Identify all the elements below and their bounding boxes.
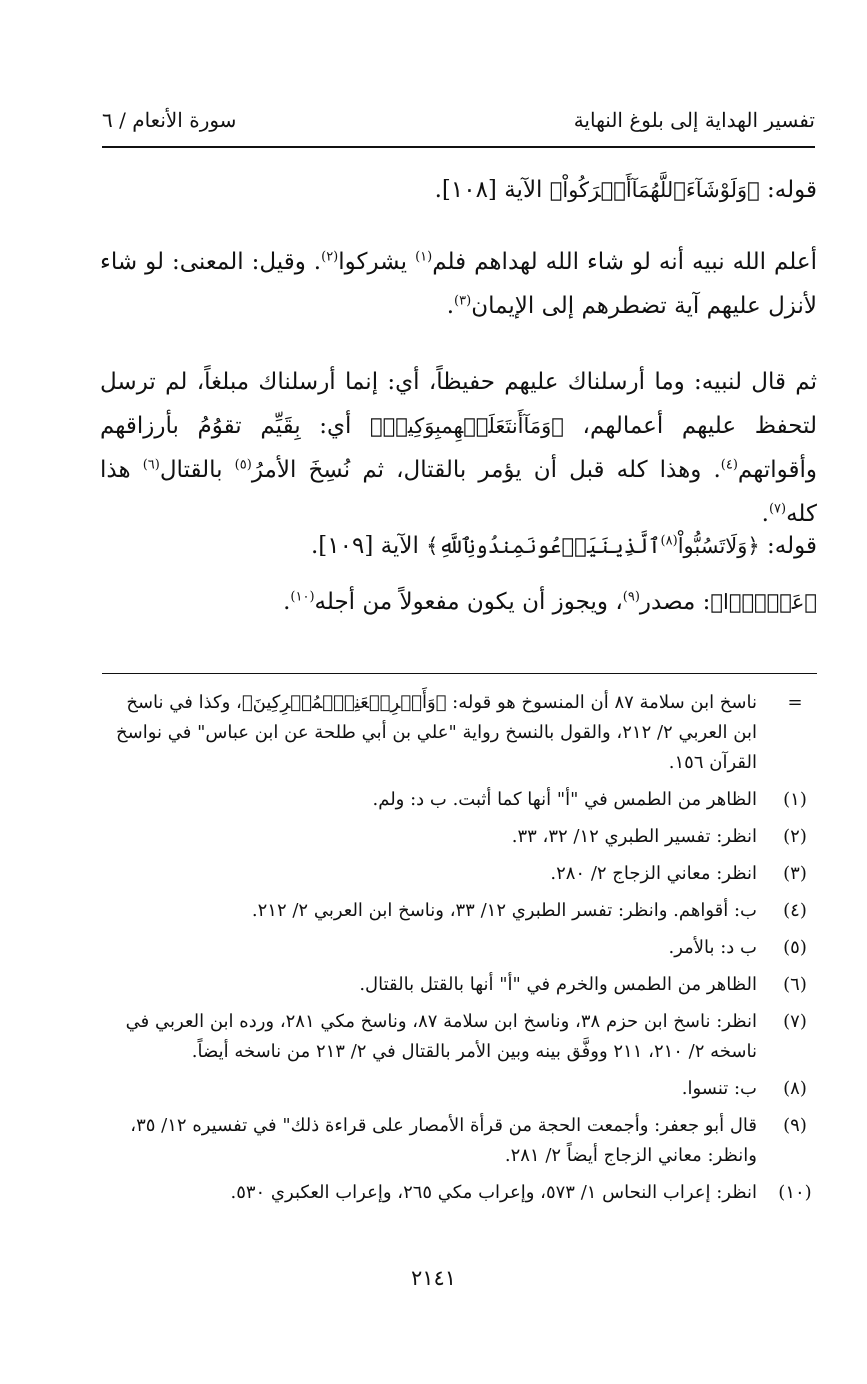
text-segment: يشركوا xyxy=(338,249,416,275)
footnote-3 xyxy=(102,859,817,889)
footnote-6 xyxy=(102,970,817,1000)
footnotes xyxy=(102,688,817,1215)
footnote-rule xyxy=(102,673,817,674)
page-number: ٢١٤١ xyxy=(410,1266,457,1290)
text-segment: . xyxy=(761,501,769,527)
footnote-ref: (٦) xyxy=(142,457,160,473)
footnote-text: انظر: تفسير الطبري ١٢/ ٣٢، ٣٣. xyxy=(511,826,757,847)
text-segment: ، ويجوز أن يكون مفعولاً من أجله xyxy=(314,589,623,615)
text-segment: هذا كله xyxy=(100,457,817,527)
text-segment: . xyxy=(446,293,455,319)
book-title: تفسير الهداية إلى بلوغ النهاية xyxy=(573,108,815,132)
footnote-text: الظاهر من الطمس في "أ" أنها كما أثبت. ب د: ولم. xyxy=(372,789,757,810)
footnote-text: انظر: ناسخ ابن حزم ٣٨، وناسخ ابن سلامة ٨٧، وناسخ مكي ٢٨١، ورده ابن العربي في ناسخه ٢/ ٢١٠، ٢١١ ووفَّق بينه وبين الأمر بالقتال في ٢/ ٢١٣ من ناسخه أيضاً. xyxy=(125,1011,757,1062)
quran-quote: ﴿وَمَآأَنتَعَلَيۡهِمبِوَكِيلٖ﴾ xyxy=(370,414,564,438)
verse-lead: قوله: xyxy=(759,533,817,559)
footnote-2 xyxy=(102,822,817,852)
footnote-continuation xyxy=(102,688,817,778)
text-segment: ثم قال لنبيه: وما أرسلناك عليهم حفيظاً، أي: إنما أرسلناك مبلغاً، لم ترسل لتحفظ عليهم أعمالهم، xyxy=(100,369,818,439)
header-rule xyxy=(102,146,815,148)
footnote-text: ب: أقواهم. وانظر: تفسر الطبري ١٢/ ٣٣، وناسخ ابن العربي ٢/ ٢١٢. xyxy=(251,900,757,921)
footnote-mark: = xyxy=(787,692,803,713)
footnote-1 xyxy=(102,785,817,815)
paragraph-verse-108 xyxy=(100,168,817,212)
footnote-mark: (٢) xyxy=(783,826,807,847)
footnote-text: ب: تنسوا. xyxy=(681,1078,757,1099)
footnote-mark: (٦) xyxy=(783,974,807,995)
footnote-text: ب د: بالأمر. xyxy=(668,937,757,958)
footnote-ref: (٧) xyxy=(768,501,787,517)
footnote-ref: (٨) xyxy=(660,533,678,549)
footnote-4 xyxy=(102,896,817,926)
footnote-mark: (٩) xyxy=(783,1115,807,1136)
footnote-text: انظر: معاني الزجاج ٢/ ٢٨٠. xyxy=(550,863,757,884)
footnote-ref: (٢) xyxy=(321,249,339,265)
text-segment: أعلم الله نبيه أنه لو شاء الله لهداهم فلم xyxy=(432,249,817,275)
footnote-ref: (٥) xyxy=(234,457,252,473)
text-segment: . وهذا كله قبل أن يؤمر بالقتال، ثم نُسِخَ الأمرُ xyxy=(251,457,721,483)
footnote-ref: (٤) xyxy=(720,457,738,473)
paragraph-grammar xyxy=(100,580,817,624)
verse-ref: الآية [١٠٩]. xyxy=(310,533,427,559)
surah-label: سورة الأنعام / ٦ xyxy=(102,108,237,132)
running-header xyxy=(102,108,815,142)
footnote-ref: (٣) xyxy=(454,293,472,309)
footnote-9 xyxy=(102,1111,817,1171)
text-segment: : مصدر xyxy=(639,589,711,615)
paragraph-verse-109 xyxy=(100,524,817,568)
text-segment: أي: بِقَيِّم تقوُمُ بأرزاقهم وأقواتهم xyxy=(100,413,817,483)
footnote-mark: (٤) xyxy=(783,900,807,921)
footnote-mark: (١٠) xyxy=(778,1182,812,1203)
footnote-ref: (١٠) xyxy=(290,589,315,605)
quran-quote: ﴿وَلَوْشَآءَٱللَّهُمَآأَشۡرَكُواْ﴾ xyxy=(549,178,760,202)
paragraph-explanation-1 xyxy=(100,240,817,328)
footnote-text: انظر: إعراب النحاس ١/ ٥٧٣، وإعراب مكي ٢٦٥، وإعراب العكبري ٥٣٠. xyxy=(230,1182,757,1203)
footnote-10 xyxy=(102,1178,817,1208)
quran-quote: ﴿عَدۡوَۢا﴾ xyxy=(710,590,817,614)
footnote-5 xyxy=(102,933,817,963)
footnote-mark: (٣) xyxy=(783,863,807,884)
quran-quote: ﴿وَلَاتَسُبُّواْ xyxy=(677,534,760,558)
footnote-mark: (٧) xyxy=(783,1011,807,1032)
text-segment: . xyxy=(283,589,291,615)
text-segment: . وقيل: المعنى: لو شاء لأنزل عليهم آية تضطرهم إلى الإيمان xyxy=(100,249,817,319)
footnote-mark: (١) xyxy=(783,789,807,810)
footnote-8 xyxy=(102,1074,817,1104)
footnote-ref: (١) xyxy=(415,249,433,265)
footnote-text: الظاهر من الطمس والخرم في "أ" أنها بالقتل بالقتال. xyxy=(359,974,757,995)
footnote-text: ناسخ ابن سلامة ٨٧ أن المنسوخ هو قوله: ﴿وَأَعۡرِضۡعَنِٱلۡمُشۡرِكِينَ﴾، وكذا في ناسخ ابن العربي ٢/ ٢١٢، والقول بالنسخ رواية "علي بن أبي طلحة عن ابن عباس" في نواسخ القرآن ١٥٦. xyxy=(116,692,757,773)
footnote-text: قال أبو جعفر: وأجمعت الحجة من قرأة الأمصار على قراءة ذلك" في تفسيره ١٢/ ٣٥، وانظر: معاني الزجاج أيضاً ٢/ ٢٨١. xyxy=(130,1115,757,1166)
footnote-mark: (٥) xyxy=(783,937,807,958)
footnote-mark: (٨) xyxy=(783,1078,807,1099)
text-segment: بالقتال xyxy=(159,457,235,483)
verse-ref: الآية [١٠٨]. xyxy=(434,177,550,203)
verse-lead: قوله: xyxy=(759,177,817,203)
quran-quote: ٱلَّذِينَيَدۡعُونَمِندُونِٱللَّهِ﴾ xyxy=(426,534,661,558)
footnote-7 xyxy=(102,1007,817,1067)
footnote-ref: (٩) xyxy=(622,589,640,605)
paragraph-explanation-2 xyxy=(100,360,817,536)
